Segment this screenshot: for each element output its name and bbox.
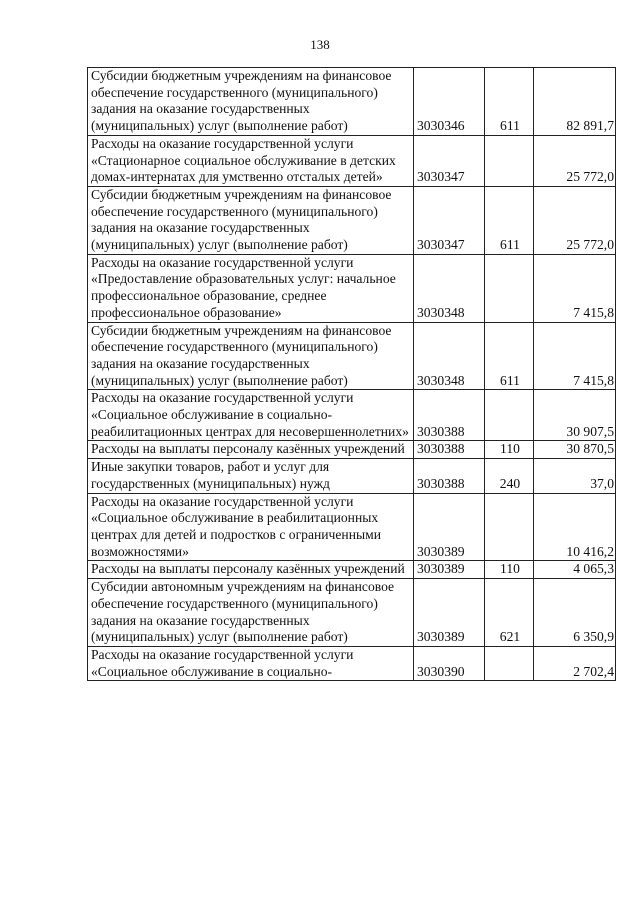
row-description: Расходы на оказание государственной услуги «Предоставление образовательных услуг: начальное профессиональное образование, среднее профессиональное образование» — [88, 254, 414, 322]
row-expense-type: 611 — [485, 322, 534, 390]
row-amount: 7 415,8 — [534, 322, 616, 390]
row-target-code: 3030389 — [414, 561, 485, 579]
row-description: Расходы на оказание государственной услуги «Социальное обслуживание в социально- — [88, 646, 414, 680]
row-expense-type: 110 — [485, 561, 534, 579]
row-description: Иные закупки товаров, работ и услуг для государственных (муниципальных) нужд — [88, 459, 414, 493]
table-row — [88, 135, 616, 186]
row-amount: 2 702,4 — [534, 646, 616, 680]
row-expense-type: 110 — [485, 441, 534, 459]
row-description: Расходы на оказание государственной услуги «Социальное обслуживание в реабилитационных центрах для детей и подростков с ограниченными возможностями» — [88, 493, 414, 561]
table-row — [88, 646, 616, 680]
row-target-code: 3030347 — [414, 186, 485, 254]
row-expense-type: 611 — [485, 68, 534, 136]
row-target-code: 3030390 — [414, 646, 485, 680]
row-target-code: 3030347 — [414, 135, 485, 186]
table-row — [88, 322, 616, 390]
table-row — [88, 441, 616, 459]
row-target-code: 3030346 — [414, 68, 485, 136]
table-row — [88, 390, 616, 441]
page-number: 138 — [310, 37, 330, 52]
row-expense-type: 611 — [485, 186, 534, 254]
row-target-code: 3030388 — [414, 390, 485, 441]
row-amount: 10 416,2 — [534, 493, 616, 561]
row-description: Субсидии бюджетным учреждениям на финансовое обеспечение государственного (муниципального) задания на оказание государственных (муниципальных) услуг (выполнение работ) — [88, 68, 414, 136]
row-amount: 30 870,5 — [534, 441, 616, 459]
row-amount: 25 772,0 — [534, 135, 616, 186]
table-row — [88, 68, 616, 136]
row-target-code: 3030389 — [414, 579, 485, 647]
row-description: Расходы на выплаты персоналу казённых учреждений — [88, 441, 414, 459]
row-description: Субсидии автономным учреждениям на финансовое обеспечение государственного (муниципального) задания на оказание государственных (муниципальных) услуг (выполнение работ) — [88, 579, 414, 647]
row-amount: 7 415,8 — [534, 254, 616, 322]
row-amount: 4 065,3 — [534, 561, 616, 579]
row-target-code: 3030389 — [414, 493, 485, 561]
table-row — [88, 459, 616, 493]
table-row — [88, 561, 616, 579]
row-description: Расходы на оказание государственной услуги «Стационарное социальное обслуживание в детских домах-интернатах для умственно отсталых детей» — [88, 135, 414, 186]
row-target-code: 3030348 — [414, 254, 485, 322]
row-expense-type — [485, 493, 534, 561]
row-target-code: 3030348 — [414, 322, 485, 390]
row-description: Расходы на оказание государственной услуги «Социальное обслуживание в социально-реабилитационных центрах для несовершеннолетних» — [88, 390, 414, 441]
table-row — [88, 493, 616, 561]
row-target-code: 3030388 — [414, 441, 485, 459]
row-amount: 25 772,0 — [534, 186, 616, 254]
row-description: Субсидии бюджетным учреждениям на финансовое обеспечение государственного (муниципального) задания на оказание государственных (муниципальных) услуг (выполнение работ) — [88, 322, 414, 390]
row-expense-type — [485, 390, 534, 441]
budget-table — [87, 67, 616, 681]
row-amount: 82 891,7 — [534, 68, 616, 136]
row-target-code: 3030388 — [414, 459, 485, 493]
row-amount: 6 350,9 — [534, 579, 616, 647]
row-amount: 30 907,5 — [534, 390, 616, 441]
row-description: Расходы на выплаты персоналу казённых учреждений — [88, 561, 414, 579]
row-expense-type: 621 — [485, 579, 534, 647]
row-expense-type: 240 — [485, 459, 534, 493]
row-expense-type — [485, 135, 534, 186]
table-row — [88, 254, 616, 322]
table-row — [88, 186, 616, 254]
row-expense-type — [485, 646, 534, 680]
row-amount: 37,0 — [534, 459, 616, 493]
row-description: Субсидии бюджетным учреждениям на финансовое обеспечение государственного (муниципального) задания на оказание государственных (муниципальных) услуг (выполнение работ) — [88, 186, 414, 254]
row-expense-type — [485, 254, 534, 322]
table-row — [88, 579, 616, 647]
